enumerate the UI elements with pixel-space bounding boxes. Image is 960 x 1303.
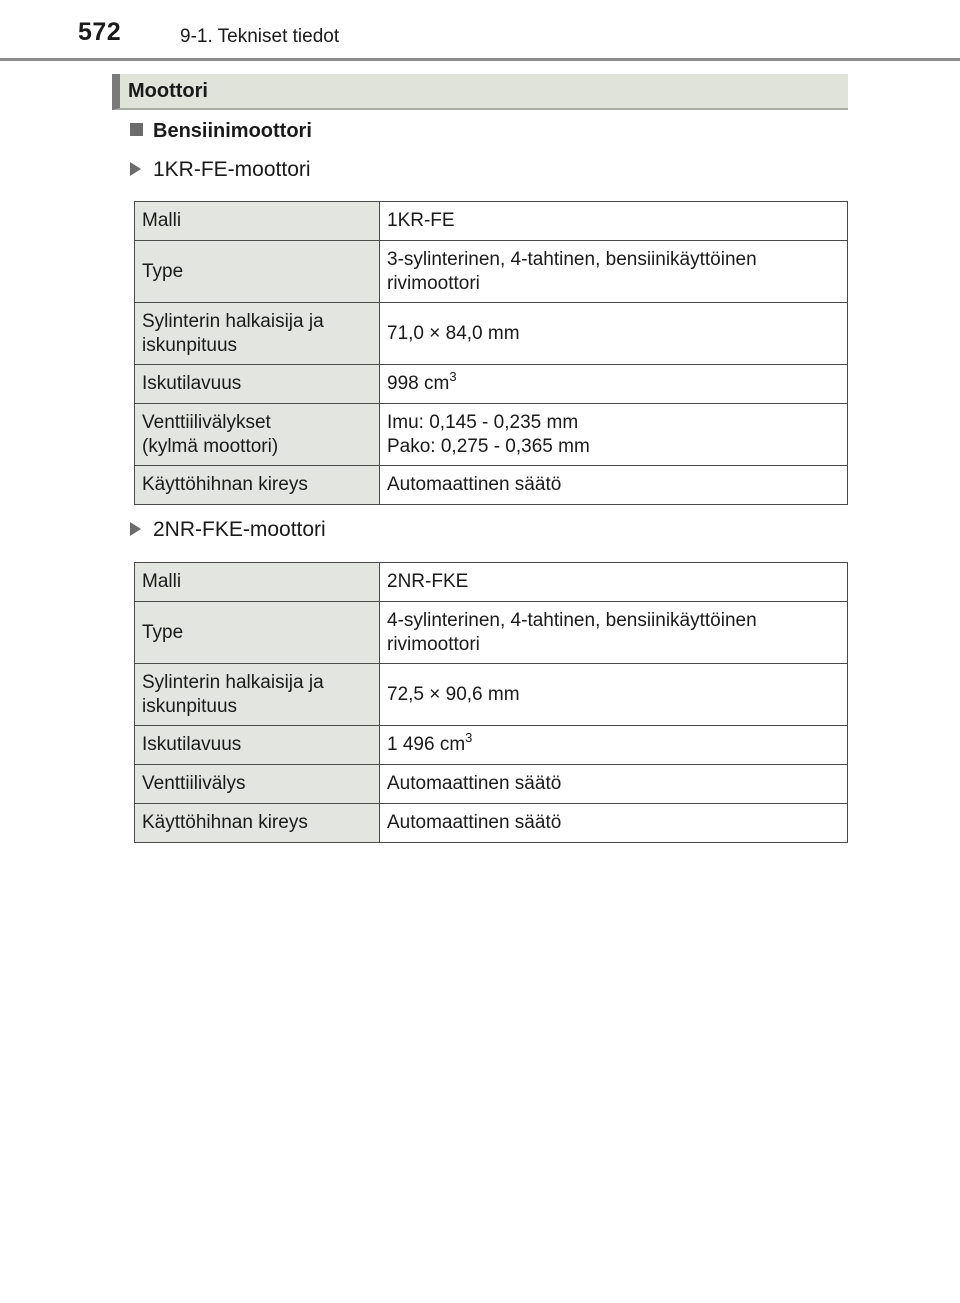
breadcrumb: 9-1. Tekniset tiedot	[180, 26, 340, 47]
row-value: 4-sylinterinen, 4-tahtinen, bensiinikäyttöinen rivimoottori	[380, 602, 848, 664]
table-row	[135, 303, 848, 365]
row-label: Iskutilavuus	[135, 365, 380, 404]
section-title-bar	[112, 74, 848, 110]
row-value: 71,0 × 84,0 mm	[380, 303, 848, 365]
displacement-value: 1 496 cm	[387, 734, 466, 755]
row-label: Type	[135, 602, 380, 664]
row-label: Sylinterin halkaisija ja iskunpituus	[135, 303, 380, 365]
row-label: Venttiilivälys	[135, 765, 380, 804]
row-label: Malli	[135, 563, 380, 602]
table-row	[135, 466, 848, 505]
engine-heading-2nr	[130, 518, 326, 542]
row-label: Malli	[135, 202, 380, 241]
row-label: Type	[135, 241, 380, 303]
table-row	[135, 664, 848, 726]
row-value: Imu: 0,145 - 0,235 mm Pako: 0,275 - 0,365 mm	[380, 404, 848, 466]
engine-heading-1kr	[130, 158, 311, 182]
row-label: Iskutilavuus	[135, 726, 380, 765]
square-bullet-icon	[130, 123, 143, 136]
subsection-title: Bensiinimoottori	[153, 120, 312, 142]
engine-heading-label: 2NR-FKE-moottori	[153, 518, 326, 541]
row-value: Automaattinen säätö	[380, 466, 848, 505]
triangle-bullet-icon	[130, 162, 141, 176]
spec-table-1kr	[134, 201, 848, 505]
row-value	[380, 365, 848, 404]
row-value: Automaattinen säätö	[380, 804, 848, 843]
row-value: 1KR-FE	[380, 202, 848, 241]
table-row	[135, 241, 848, 303]
engine-heading-label: 1KR-FE-moottori	[153, 158, 311, 181]
row-value: 72,5 × 90,6 mm	[380, 664, 848, 726]
page-number: 572	[78, 18, 122, 46]
displacement-value: 998 cm	[387, 373, 450, 394]
header-divider	[0, 58, 960, 61]
table-row	[135, 765, 848, 804]
triangle-bullet-icon	[130, 522, 141, 536]
row-label: Sylinterin halkaisija ja iskunpituus	[135, 664, 380, 726]
superscript: 3	[465, 730, 473, 745]
row-value: 2NR-FKE	[380, 563, 848, 602]
table-row	[135, 804, 848, 843]
row-value: 3-sylinterinen, 4-tahtinen, bensiinikäyttöinen rivimoottori	[380, 241, 848, 303]
section-title: Moottori	[128, 80, 208, 102]
row-label: Venttiilivälykset (kylmä moottori)	[135, 404, 380, 466]
subsection-heading	[130, 120, 312, 143]
table-row	[135, 404, 848, 466]
table-row	[135, 563, 848, 602]
table-row	[135, 726, 848, 765]
table-row	[135, 202, 848, 241]
row-value	[380, 726, 848, 765]
row-value: Automaattinen säätö	[380, 765, 848, 804]
table-row	[135, 602, 848, 664]
table-row	[135, 365, 848, 404]
superscript: 3	[449, 369, 457, 384]
spec-table-2nr	[134, 562, 848, 843]
row-label: Käyttöhihnan kireys	[135, 804, 380, 843]
row-label: Käyttöhihnan kireys	[135, 466, 380, 505]
